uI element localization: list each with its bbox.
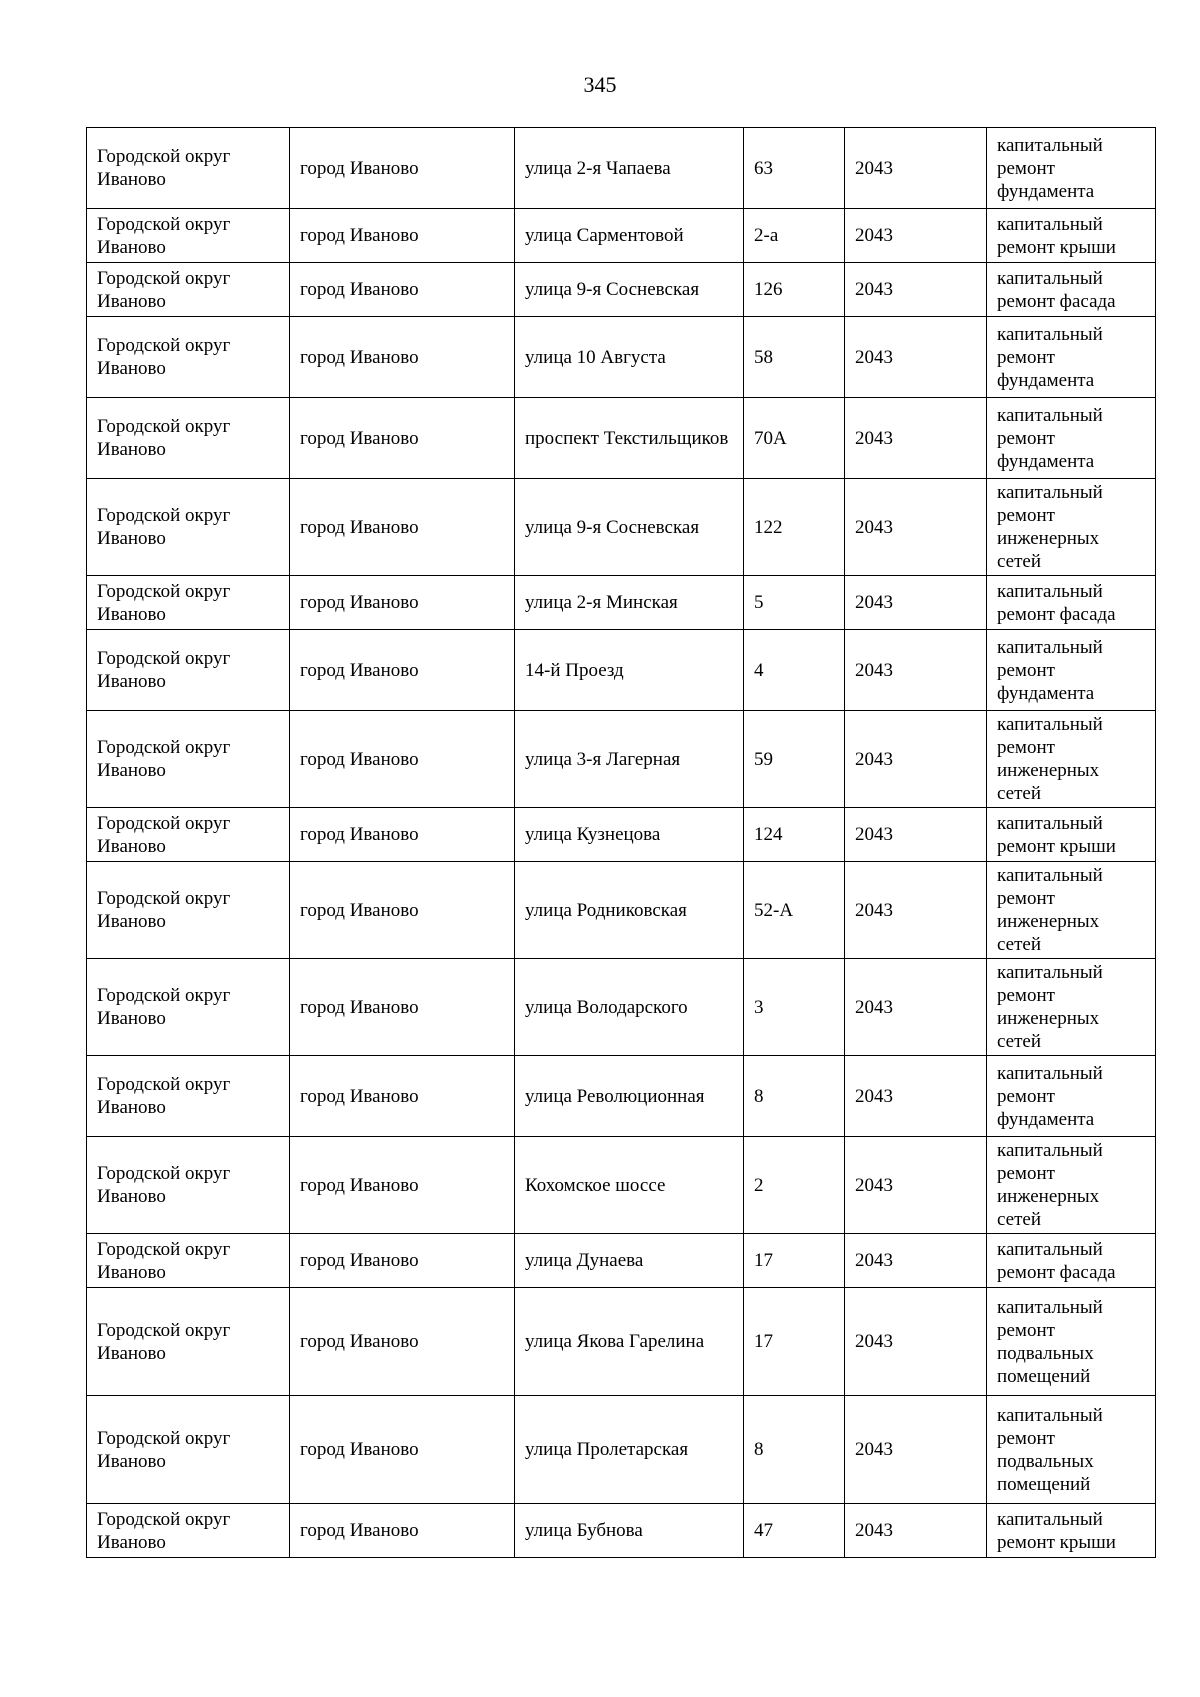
- work-type-cell: капитальный ремонт фасада: [987, 576, 1156, 630]
- municipality-cell: Городской округ Иваново: [87, 317, 290, 398]
- table-row: [87, 263, 1156, 317]
- table-row: [87, 630, 1156, 711]
- municipality-cell: Городской округ Иваново: [87, 479, 290, 576]
- work-type-cell: капитальный ремонт фундамента: [987, 317, 1156, 398]
- work-type-cell: капитальный ремонт крыши: [987, 808, 1156, 862]
- settlement-cell: город Иваново: [290, 263, 515, 317]
- year-cell: 2043: [845, 1396, 987, 1504]
- house-number-cell: 124: [744, 808, 845, 862]
- municipality-cell: Городской округ Иваново: [87, 1137, 290, 1234]
- municipality-cell: Городской округ Иваново: [87, 209, 290, 263]
- work-type-cell: капитальный ремонт инженерных сетей: [987, 959, 1156, 1056]
- municipality-cell: Городской округ Иваново: [87, 1056, 290, 1137]
- municipality-cell: Городской округ Иваново: [87, 1504, 290, 1558]
- settlement-cell: город Иваново: [290, 1137, 515, 1234]
- year-cell: 2043: [845, 630, 987, 711]
- settlement-cell: город Иваново: [290, 1234, 515, 1288]
- year-cell: 2043: [845, 808, 987, 862]
- house-number-cell: 8: [744, 1396, 845, 1504]
- municipality-cell: Городской округ Иваново: [87, 1288, 290, 1396]
- work-type-cell: капитальный ремонт инженерных сетей: [987, 1137, 1156, 1234]
- work-type-cell: капитальный ремонт фасада: [987, 1234, 1156, 1288]
- municipality-cell: Городской округ Иваново: [87, 808, 290, 862]
- year-cell: 2043: [845, 1137, 987, 1234]
- settlement-cell: город Иваново: [290, 1504, 515, 1558]
- street-cell: 14-й Проезд: [515, 630, 744, 711]
- table-row: [87, 128, 1156, 209]
- street-cell: улица Володарского: [515, 959, 744, 1056]
- settlement-cell: город Иваново: [290, 959, 515, 1056]
- house-number-cell: 2-а: [744, 209, 845, 263]
- year-cell: 2043: [845, 479, 987, 576]
- table-row: [87, 1137, 1156, 1234]
- municipality-cell: Городской округ Иваново: [87, 1396, 290, 1504]
- year-cell: 2043: [845, 1056, 987, 1137]
- municipality-cell: Городской округ Иваново: [87, 1234, 290, 1288]
- municipality-cell: Городской округ Иваново: [87, 398, 290, 479]
- street-cell: проспект Текстильщиков: [515, 398, 744, 479]
- house-number-cell: 4: [744, 630, 845, 711]
- year-cell: 2043: [845, 711, 987, 808]
- work-type-cell: капитальный ремонт крыши: [987, 209, 1156, 263]
- house-number-cell: 17: [744, 1234, 845, 1288]
- settlement-cell: город Иваново: [290, 862, 515, 959]
- work-type-cell: капитальный ремонт инженерных сетей: [987, 711, 1156, 808]
- table-row: [87, 317, 1156, 398]
- table-row: [87, 209, 1156, 263]
- house-number-cell: 126: [744, 263, 845, 317]
- work-type-cell: капитальный ремонт фундамента: [987, 630, 1156, 711]
- work-type-cell: капитальный ремонт подвальных помещений: [987, 1288, 1156, 1396]
- municipality-cell: Городской округ Иваново: [87, 630, 290, 711]
- year-cell: 2043: [845, 959, 987, 1056]
- street-cell: улица Революционная: [515, 1056, 744, 1137]
- year-cell: 2043: [845, 862, 987, 959]
- year-cell: 2043: [845, 263, 987, 317]
- settlement-cell: город Иваново: [290, 576, 515, 630]
- street-cell: улица 9-я Сосневская: [515, 479, 744, 576]
- settlement-cell: город Иваново: [290, 479, 515, 576]
- year-cell: 2043: [845, 209, 987, 263]
- street-cell: улица 3-я Лагерная: [515, 711, 744, 808]
- municipality-cell: Городской округ Иваново: [87, 862, 290, 959]
- table-body: [87, 128, 1156, 1558]
- table-row: [87, 808, 1156, 862]
- street-cell: улица Кузнецова: [515, 808, 744, 862]
- year-cell: 2043: [845, 576, 987, 630]
- settlement-cell: город Иваново: [290, 1288, 515, 1396]
- settlement-cell: город Иваново: [290, 711, 515, 808]
- street-cell: улица 9-я Сосневская: [515, 263, 744, 317]
- table-row: [87, 1288, 1156, 1396]
- table-row: [87, 1504, 1156, 1558]
- table-row: [87, 1234, 1156, 1288]
- table-row: [87, 862, 1156, 959]
- work-type-cell: капитальный ремонт подвальных помещений: [987, 1396, 1156, 1504]
- house-number-cell: 17: [744, 1288, 845, 1396]
- house-number-cell: 47: [744, 1504, 845, 1558]
- settlement-cell: город Иваново: [290, 1396, 515, 1504]
- settlement-cell: город Иваново: [290, 1056, 515, 1137]
- street-cell: Кохомское шоссе: [515, 1137, 744, 1234]
- work-type-cell: капитальный ремонт фундамента: [987, 398, 1156, 479]
- municipality-cell: Городской округ Иваново: [87, 128, 290, 209]
- street-cell: улица Дунаева: [515, 1234, 744, 1288]
- house-number-cell: 70А: [744, 398, 845, 479]
- house-number-cell: 5: [744, 576, 845, 630]
- house-number-cell: 59: [744, 711, 845, 808]
- street-cell: улица Якова Гарелина: [515, 1288, 744, 1396]
- page-number: 345: [583, 72, 617, 97]
- street-cell: улица Родниковская: [515, 862, 744, 959]
- municipality-cell: Городской округ Иваново: [87, 263, 290, 317]
- work-type-cell: капитальный ремонт фундамента: [987, 1056, 1156, 1137]
- settlement-cell: город Иваново: [290, 128, 515, 209]
- settlement-cell: город Иваново: [290, 398, 515, 479]
- table-row: [87, 479, 1156, 576]
- year-cell: 2043: [845, 317, 987, 398]
- settlement-cell: город Иваново: [290, 808, 515, 862]
- work-type-cell: капитальный ремонт инженерных сетей: [987, 862, 1156, 959]
- work-type-cell: капитальный ремонт фасада: [987, 263, 1156, 317]
- table-row: [87, 576, 1156, 630]
- settlement-cell: город Иваново: [290, 630, 515, 711]
- house-number-cell: 63: [744, 128, 845, 209]
- street-cell: улица Пролетарская: [515, 1396, 744, 1504]
- municipality-cell: Городской округ Иваново: [87, 711, 290, 808]
- year-cell: 2043: [845, 398, 987, 479]
- street-cell: улица 10 Августа: [515, 317, 744, 398]
- year-cell: 2043: [845, 1504, 987, 1558]
- settlement-cell: город Иваново: [290, 209, 515, 263]
- table-row: [87, 1396, 1156, 1504]
- street-cell: улица 2-я Минская: [515, 576, 744, 630]
- house-number-cell: 122: [744, 479, 845, 576]
- municipality-cell: Городской округ Иваново: [87, 959, 290, 1056]
- table-row: [87, 959, 1156, 1056]
- table-row: [87, 398, 1156, 479]
- house-number-cell: 2: [744, 1137, 845, 1234]
- year-cell: 2043: [845, 128, 987, 209]
- street-cell: улица Бубнова: [515, 1504, 744, 1558]
- work-type-cell: капитальный ремонт инженерных сетей: [987, 479, 1156, 576]
- street-cell: улица 2-я Чапаева: [515, 128, 744, 209]
- work-type-cell: капитальный ремонт фундамента: [987, 128, 1156, 209]
- street-cell: улица Сарментовой: [515, 209, 744, 263]
- year-cell: 2043: [845, 1288, 987, 1396]
- repair-schedule-table: [86, 127, 1156, 1558]
- table-row: [87, 1056, 1156, 1137]
- year-cell: 2043: [845, 1234, 987, 1288]
- work-type-cell: капитальный ремонт крыши: [987, 1504, 1156, 1558]
- municipality-cell: Городской округ Иваново: [87, 576, 290, 630]
- house-number-cell: 58: [744, 317, 845, 398]
- house-number-cell: 52-А: [744, 862, 845, 959]
- table-row: [87, 711, 1156, 808]
- house-number-cell: 3: [744, 959, 845, 1056]
- settlement-cell: город Иваново: [290, 317, 515, 398]
- house-number-cell: 8: [744, 1056, 845, 1137]
